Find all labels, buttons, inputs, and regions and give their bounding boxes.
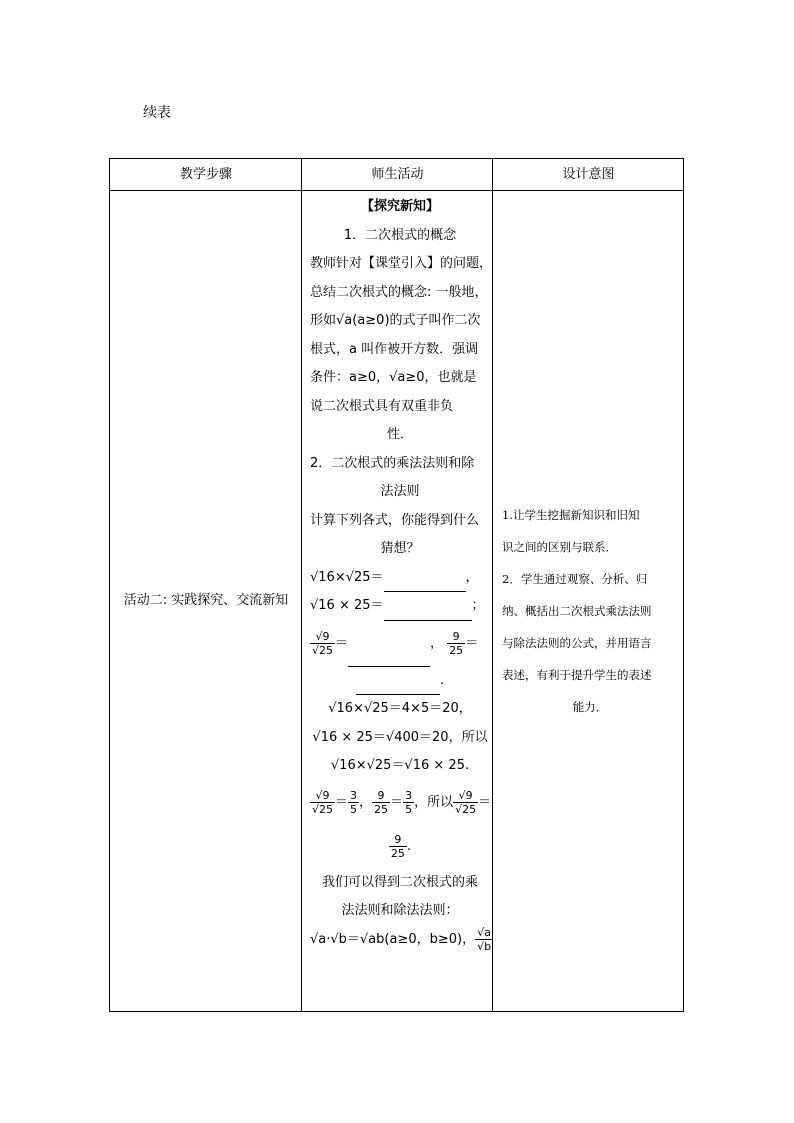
result-fraction-line: $\frac{9}{25}$ . xyxy=(390,832,412,860)
question-line: 计算下列各式，你能得到什么 xyxy=(310,512,480,528)
header-design-intent: 设计意图 xyxy=(562,167,615,182)
concept-title: 1．二次根式的概念 xyxy=(343,227,457,243)
continued-table-label: 续表 xyxy=(143,105,171,121)
concept-line: 总结二次根式的概念: 一般地， xyxy=(310,284,488,300)
header-teaching-steps: 教学步骤 xyxy=(179,167,232,182)
section-title: 【探究新知】 xyxy=(360,199,439,214)
conclusion-line: 我们可以得到二次根式的乘 xyxy=(321,874,478,890)
rule-title: 2．二次根式的乘法法则和除 xyxy=(310,455,475,471)
intent-line: 纳、概括出二次根式乘法法则 xyxy=(502,604,652,618)
intent-line: 能力． xyxy=(572,700,608,714)
intent-line: 1.让学生挖掘新知识和旧知 xyxy=(502,508,640,522)
intent-line: 与除法法则的公式，并用语言 xyxy=(502,636,652,650)
answer-blank xyxy=(356,680,440,695)
teaching-step-cell: 活动二: 实践探究、交流新知 xyxy=(123,593,289,608)
lesson-plan-table xyxy=(109,158,684,1012)
result-line: √16×√25＝√16 × 25. xyxy=(330,758,470,773)
result-fraction-line: $\frac{√9}{√25}$ ＝ $\frac{3}{5}$ ， $\frac{9}{25}$ ＝ $\frac{3}{5}$ ，所以 $\frac{√9}{√25}$ ＝ xyxy=(312,788,492,816)
fraction: $\frac{√9}{√25}$ xyxy=(312,629,334,657)
concept-line: 根式，a 叫作被开方数．强调 xyxy=(310,341,479,357)
formula: √a·√b＝√ab(a≥0，b≥0)， xyxy=(310,931,476,947)
answer-blank-line: . xyxy=(310,667,490,696)
concept-line: 形如√a(a≥0)的式子叫作二次 xyxy=(310,313,481,328)
concept-line: 说二次根式具有双重非负 xyxy=(310,398,454,414)
answer-blank xyxy=(384,606,472,621)
column-divider xyxy=(301,159,302,1011)
exercise-product: √16×√25＝ ， xyxy=(310,564,490,593)
question-line: 猜想？ xyxy=(380,541,420,556)
exercise-product-combined: √16 × 25＝ ； xyxy=(310,592,490,621)
exercise-quotient: $\frac{√9}{√25}$ ＝ ， $\frac{9}{25}$ ＝ xyxy=(310,621,490,667)
result-line: √16 × 25＝√400＝20，所以 xyxy=(312,729,488,745)
result-line: √16×√25＝4×5＝20， xyxy=(328,701,472,716)
formula-line: √a·√b＝√ab(a≥0，b≥0)， $\frac{√a}{√b}$ xyxy=(310,925,492,953)
rule-title-cont: 法法则 xyxy=(380,484,420,499)
header-divider xyxy=(110,190,683,191)
concept-line: 条件：a≥0，√a≥0，也就是 xyxy=(310,370,477,385)
activity-cell xyxy=(310,193,493,954)
concept-line: 性． xyxy=(386,427,413,442)
intent-line: 2．学生通过观察、分析、归 xyxy=(502,572,648,586)
header-activities: 师生活动 xyxy=(371,167,424,182)
expression: √16 × 25＝ xyxy=(310,598,384,613)
intent-line: 识之间的区别与联系． xyxy=(502,540,617,554)
column-divider xyxy=(492,159,493,1011)
design-intent-cell xyxy=(502,499,678,723)
conclusion-line: 法法则和除法法则： xyxy=(341,903,459,918)
expression: √16×√25＝ xyxy=(310,569,384,585)
answer-blank xyxy=(348,652,430,667)
intent-line: 表述，有利于提升学生的表述 xyxy=(502,668,652,682)
fraction: $\frac{9}{25}$ xyxy=(449,629,464,657)
answer-blank xyxy=(384,577,466,592)
concept-line: 教师针对【课堂引入】的问题， xyxy=(310,256,493,271)
